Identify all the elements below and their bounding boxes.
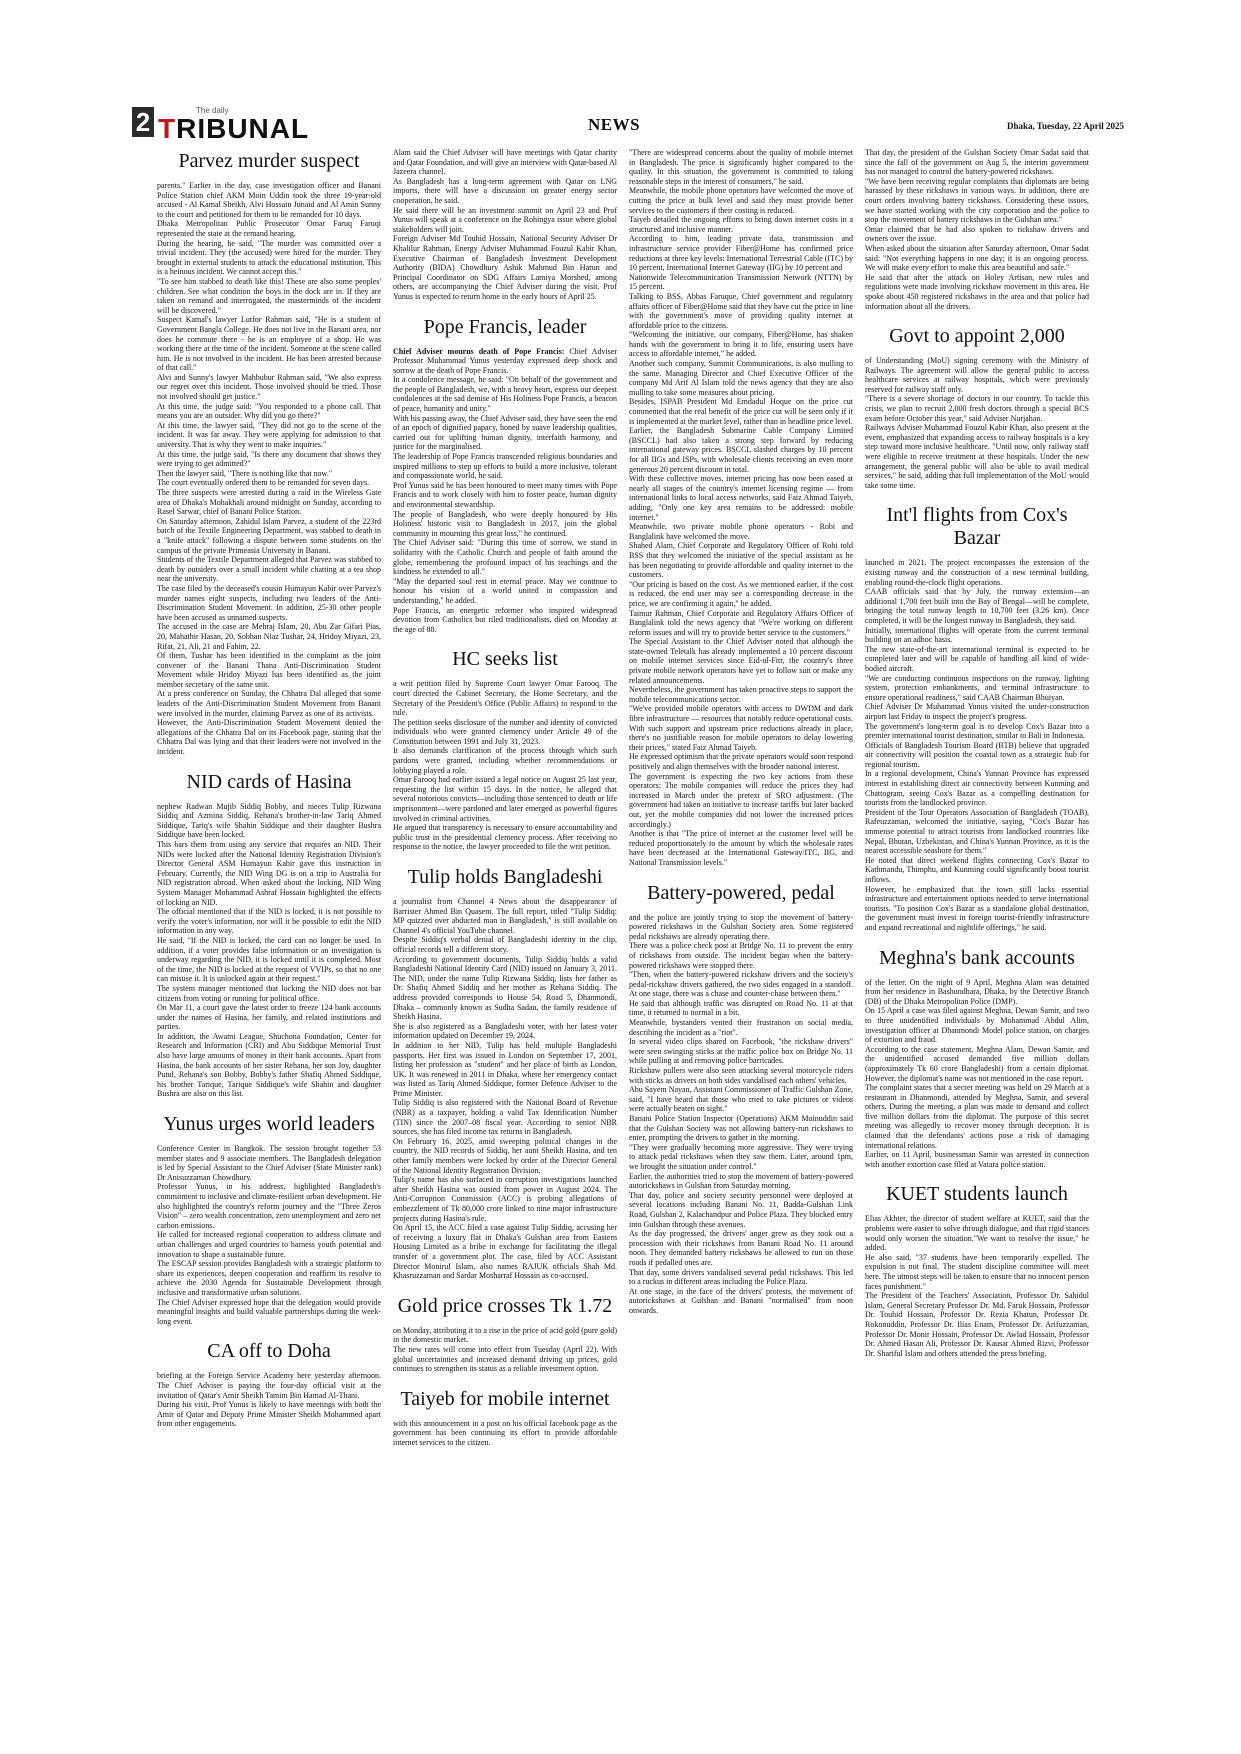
paragraph: Railways Adviser Muhammad Fouzul Kabir Khan, also present at the event, emphasized that expanding access to railway hospitals is a key step toward more inclusive healthcare. "Until now, only railway staff were eligible to receive treatment at these hospitals. Under the new arrangement, the general public will also be able to avail medical services," he said, adding that full implementation of the MoU would take some time. xyxy=(865,423,1089,490)
paragraph: Of them, Tushar has been identified in the complaint as the joint convener of the Banani Thana Anti-Discrimination Student Movement while Hridoy Miyazi has been identified as the joint member secretary of the same unit. xyxy=(157,651,381,689)
paragraph: However, he emphasized that the town still lacks essential infrastructure and entertainment options needed to serve international tourists. "To position Cox's Bazar as a standalone global destination, the government must invest in foreign tourist-friendly infrastructure and expand recreational and nightlife offerings," he said. xyxy=(865,884,1089,932)
paragraph: Elias Akhter, the director of student welfare at KUET, said that the problems were easier to solve through dialogue, and that rigid stances would only worsen the situation."We want to resolve the issue," he added. xyxy=(865,1214,1089,1253)
article-body xyxy=(157,1371,381,1429)
paragraph: As the day progressed, the drivers' anger grew as they took out a procession with their rickshaws from Banani Road No. 11 around noon. They demanded battery rickshaws be allowed to run on those roads if pedalled ones are. xyxy=(629,1229,853,1267)
paragraph: The new state-of-the-art international terminal is expected to be completed later and will be capable of handling all kind of wide-bodied aircraft. xyxy=(865,644,1089,673)
paragraph: Omar claimed that he had also spoken to rickshaw drivers and owners over the issue. xyxy=(865,224,1089,244)
article-body xyxy=(629,913,853,1316)
article-body xyxy=(393,148,617,302)
paragraph: The Chief Adviser expressed hope that the delegation would provide meaningful insights and build valuable partnerships during the week-long event. xyxy=(157,1297,381,1326)
paragraph: The Special Assistant to the Chief Adviser noted that although the state-owned Teletalk has already implemented a 10 percent discount on mobile internet services since Eid-ul-Fitr, the country's three private mobile network operators have yet to follow suit or make any related announcements. xyxy=(629,637,853,685)
paragraph: He noted that direct weekend flights connecting Cox's Bazar to Kathmandu, Thimphu, and Kunming could significantly boost tourist inflows. xyxy=(865,855,1089,884)
paragraph: The ESCAP session provides Bangladesh with a strategic platform to share its experiences, deepen cooperation and reaffirm its resolve to achieve the 2030 Agenda for Sustainable Development through inclusive and transformative urban solutions. xyxy=(157,1259,381,1297)
article-parvez xyxy=(157,150,381,757)
lead-bold: Chief Adviser mourns death of Pope Francis: xyxy=(393,346,565,356)
paragraph: "They were gradually becoming more aggressive. They were trying to attack pedal rickshaws when they saw them. Later, around 1pm, we brought the situation under control." xyxy=(629,1142,853,1171)
section-title: NEWS xyxy=(588,115,641,134)
article-body xyxy=(393,1419,617,1448)
paragraph: He expressed optimism that the private operators would soon respond positively and align themselves with the broader national interest. xyxy=(629,752,853,771)
paragraph: President of the Tour Operators Association of Bangladesh (TOAB), Rafeuzzaman, welcomed the initiative, saying, "Cox's Bazar has immense potential to attract tourists from landlocked countries like Nepal, Bhutan, Uzbekistan, and China's Yunnan Province, as it is the nearest accessible seashore for them." xyxy=(865,807,1089,856)
article-doha-continued xyxy=(393,148,617,302)
article-body xyxy=(865,148,1089,311)
paragraph: a writ petition filed by Supreme Court lawyer Omar Farooq. The court directed the Cabinet Secretary, the Home Secretary, and the Secretary of the President's Office (Public Affairs) to respond to the rule. xyxy=(393,679,617,718)
paragraph: At this time, the lawyer said, "They did not go to the scene of the incident. It was far away. They were applying for admission to that university. That is why they went to make inquiries." xyxy=(157,420,381,450)
paragraph: On Saturday afternoon, Zahidul Islam Parvez, a student of the 223rd batch of the Textile Engineering Department, was stabbed to death in a "knife attack" following a dispute between some students on the campus of the private Primeasia University in Banani. xyxy=(157,516,381,555)
paragraph: In several video clips shared on Facebook, "the rickshaw drivers" were seen swinging sticks at the traffic police box on Bridge No. 11 while pulling at and removing police barricades. xyxy=(629,1037,853,1066)
paragraph: Meanwhile, two private mobile phone operators - Robi and Banglalink have welcomed the move. xyxy=(629,522,853,541)
paragraph: The Chief Adviser said: "During this time of sorrow, we stand in solidarity with the Catholic Church and people of faith around the globe, remembering the profound impact of his teachings and the kindness he extended to all." xyxy=(393,538,617,577)
paragraph: parents." Earlier in the day, case investigation officer and Banani Police Station chief AKM Moin Uddin took the three 19-year-old accused - Al Kamal Sheikh, Alvi Hossain Junaid and Al Amin Sunny to the court and petitioned for them to be remanded for 10 days. xyxy=(157,181,381,219)
paragraph: In a regional development, China's Yunnan Province has expressed interest in establishing direct air connectivity between Kunming and Chattogram, seeing Cox's Bazar as a compelling destination for tourists from the landlocked province. xyxy=(865,769,1089,808)
paragraph: Alam said the Chief Adviser will have meetings with Qatar charity and Qatar Foundation, and will give an interview with Qatar-based Al Jazeera channel. xyxy=(393,148,617,177)
paragraph: The petition seeks disclosure of the number and identity of convicted individuals who were granted clemency under Article 49 of the Constitution between 1991 and July 31, 2023. xyxy=(393,717,617,746)
paragraph: Besides, ISPAB President Md Emdadul Hoque on the price cut commented that the real benefit of the price cut will be seen only if it is implemented at the market level, rather than in headline price level. xyxy=(629,397,853,426)
paragraph: and the police are jointly trying to stop the movement of battery-powered rickshaws in the Gulshan Society area. Some registered pedal rickshaws are already operating there. xyxy=(629,912,853,941)
article-govt xyxy=(865,325,1089,490)
paragraph: Pope Francis, an energetic reformer who inspired widespread devotion from Catholics but riled traditionalists, died on Monday at the age of 88. xyxy=(393,605,617,634)
paragraph: With these collective moves, internet pricing has now been eased at nearly all stages of the country's internet licensing regime — from international links to local access networks, said Faiz Ahmad Taiyeb, adding, "Only one key area remains to be addressed: mobile internet." xyxy=(629,474,853,522)
column-1 xyxy=(157,148,381,1748)
article-body xyxy=(157,181,381,757)
article-pope xyxy=(393,316,617,635)
paragraph: With his passing away, the Chief Adviser said, they have seen the end of an epoch of dignified papacy, honed by suave leadership qualities, carried out for uplifting human dignity, interfaith harmony, and justice for the marginalised. xyxy=(393,413,617,452)
paragraph: On April 15, the ACC filed a case against Tulip Siddiq, accusing her of receiving a luxury flat in Dhaka's Gulshan area from Eastern Housing Limited as a bribe in exchange for facilitating the illegal transfer of a government plot. The case, filed by ACC Assistant Director MoniruI Islam, also names RAJUK officials Shah Md. Khasruzzaman and Sardar Mosharraf Hossain as co-accused. xyxy=(393,1223,617,1281)
paragraph: "May the departed soul rest in eternal peace. May we continue to honour his vision of a world united in compassion and understanding," he added. xyxy=(393,576,617,605)
article-body xyxy=(393,1326,617,1374)
paragraph: Alvi and Sunny's lawyer Mahbubur Rahman said, "We also express our regret over this incident. Those involved should be tried. Those not involved should get justice." xyxy=(157,372,381,402)
article-kuet xyxy=(865,1183,1089,1358)
paragraph: Professor Yunus, in his address, highlighted Bangladesh's commitment to inclusive and climate-resilient urban development. He also highlighted the country's reform journey and the "Three Zeros Vision" – zero wealth concentration, zero unemployment and zero net carbon emissions. xyxy=(157,1182,381,1230)
lead-paragraph xyxy=(393,347,617,376)
paragraph: At this time, the judge said: "You responded to a phone call. That means you are an outsider. Why did you go there?" xyxy=(157,401,381,421)
dateline: Dhaka, Tuesday, 22 April 2025 xyxy=(1006,121,1124,131)
paragraph: There was a police check post at Bridge No. 11 to prevent the entry of rickshaws from outside. The incident began when the battery-powered rickshaws were stopped there. xyxy=(629,941,853,970)
headline: Battery-powered, pedal xyxy=(647,881,835,904)
headline: KUET students launch xyxy=(886,1183,1068,1206)
article-doha xyxy=(157,1340,381,1429)
paragraph: Taiyeb detailed the ongoing efforts to bring down internet costs in a structured and inclusive manner. xyxy=(629,215,853,234)
paragraph: Nationwide Telecommunication Transmission Network (NTTN) by 15 percent. xyxy=(629,272,853,292)
paragraph: Taimur Rahman, Chief Corporate and Regulatory Affairs Officer of Banglalink told the news agency that "We're working on different reform issues and will try to provide better service to the customers." xyxy=(629,608,853,637)
article-body xyxy=(393,375,617,634)
paragraph: The court eventually ordered them to be remanded for seven days. xyxy=(157,478,370,488)
article-body xyxy=(865,978,1089,1170)
paragraph: "There are widespread concerns about the quality of mobile internet in Bangladesh. The price is significantly higher compared to the quality. In this situation, the government is committed to taking reasonable steps in the interest of consumers," he said. xyxy=(629,148,853,186)
headline: Parvez murder suspect xyxy=(178,150,360,172)
paragraph: At a press conference on Sunday, the Chhatra Dal alleged that some leaders of the Anti-Discrimination Student Movement from Banani were involved in the murder, claiming Parvez as one of its activists. xyxy=(157,689,381,718)
paragraph: Foreign Adviser Md Touhid Hossain, National Security Adviser Dr Khalilur Rahman, Energy Adviser Muhammad Fouzul Kabir Khan, Executive Chairman of Bangladesh Investment Development Authority (BIDA) Chowdhury Ashik Mahmud Bin Harun and Principal Coordinator on SDG Affairs Lamiya Morshed, among others, are accompanying the Chief Adviser during the visit. Prof Yunus is expected to return home in the early hours of April 25. xyxy=(393,234,617,301)
brand-logo xyxy=(158,106,310,145)
paragraph: Prof Yunus said he has been honoured to meet many times with Pope Francis and to work closely with him to foster peace, human dignity and environmental stewardship. xyxy=(393,480,617,509)
paragraph: He said there will be an investment summit on April 23 and Prof Yunus will speak at a conference on the Rohingya issue where global stakeholders will join. xyxy=(393,205,617,234)
paragraph: The President of the Teachers' Association, Professor Dr. Sahidul Islam, General Secretary Professor Dr. Md. Faruk Hossain, Professor Dr. Touhid Hossain, Professor Dr. Rezia Khatun, Professor Dr. Rokonuddin, Professor Dr. Ilias Enam, Professor Dr. Arifuzzaman, Professor Dr. Monir Hossain, Professor Dr. Awlad Hossain, Professor Dr. Ahmed Hasan Ali, Professor Dr. Kausar Ahmed Rizvi, Professor Dr. Shariful Islam and others attended the press briefing. xyxy=(865,1291,1089,1358)
paragraph: Another is that "The price of internet at the customer level will be reduced proportionately to the amount by which the wholesale rates have been decreased at the International Gateway/ITC, IIG, and National Transmission levels." xyxy=(629,829,853,867)
article-body xyxy=(865,1214,1089,1358)
paragraph: At this time, the judge said, "Is there any document that shows they were trying to get admitted?" xyxy=(157,449,381,469)
paragraph: In addition to her NID, Tulip has held multiple Bangladeshi passports. Her first was issued in London on September 17, 2001, listing her profession as "student" and her place of birth as London, UK. It was renewed in 2011 in Dhaka, where her emergency contact was listed as Tariq Ahmed Siddique, former Defence Adviser to the Prime Minister. xyxy=(393,1040,617,1098)
headline: Meghna's bank accounts xyxy=(879,946,1075,969)
paragraph: The new rates will come into effect from Tuesday (April 22). With global uncertainties and increased demand driving up prices, gold continues to strengthen its status as a reliable investment option. xyxy=(393,1344,617,1374)
paragraph: He said that after the attack on Holey Artisan, new rules and regulations were made involving rickshaw movement in this area. He spoke about 450 registered rickshaws in the area and that police had information about all the drivers. xyxy=(865,272,1089,311)
headline: Gold price crosses Tk 1.72 xyxy=(397,1294,613,1317)
paragraph: On Mar 11, a court gave the latest order to freeze 124 bank accounts under the names of Hasina, her family, and related institutions and parties. xyxy=(157,1003,381,1032)
article-taiyeb xyxy=(393,1388,617,1448)
paragraph: The system manager mentioned that locking the NID does not bar citizens from voting or running for political office. xyxy=(157,983,381,1003)
page-number: 2 xyxy=(132,107,154,137)
paragraph: Abu Sayem Nayan, Assistant Commissioner of Traffic Gulshan Zone, said, "I have heard that those who tried to take pictures or videos were actually beaten on sight." xyxy=(629,1085,853,1114)
paragraph: launched in 2021. The project encompasses the extension of the existing runway and the construction of a new terminal building, enabling round-the-clock flight operations. xyxy=(865,558,1089,587)
paragraph: According to the case statement, Meghna Alam, Dewan Samir, and the unidentified accused demanded five million dollars (approximately Tk 60 crore Bangladeshi) from a certain diplomat. However, the diplomat's name was not mentioned in the case report. xyxy=(865,1044,1089,1083)
paragraph: When asked about the situation after Saturday afternoon, Omar Sadat said: "Not everything happens in one day; it is an ongoing process. We will make every effort to make this area beautiful and safe." xyxy=(865,243,1089,273)
paragraph: Talking to BSS, Abbas Faruque, Chief government and regulatory affairs officer of Fiber@Home said that they have cut the price in line with the government's move of providing quality internet at affordable price to the citizens. xyxy=(629,291,853,330)
paragraph: of Understanding (MoU) signing ceremony with the Ministry of Railways. The agreement will allow the general public to access healthcare services at railway hospitals, which were previously reserved for railway staff only. xyxy=(865,356,1089,394)
headline: Taiyeb for mobile internet xyxy=(400,1387,610,1410)
paragraph: "Our pricing is based on the cost. As we mentioned earlier, if the cost is reduced, the end user may see a corresponding decrease in the price, we are confirming it again," he added. xyxy=(629,579,853,608)
article-battery-continued xyxy=(865,148,1089,311)
article-body xyxy=(629,148,853,868)
brand-rest: RIBUNAL xyxy=(176,113,310,144)
paragraph: He argued that transparency is necessary to ensure accountability and public trust in the presidential clemency process. After receiving no response to the notice, the lawyer proceeded to file the writ petition. xyxy=(393,823,617,852)
paragraph: The case filed by the deceased's cousin Humayun Kabir over Parvez's murder names eight suspects, including two leaders of the Anti-Discrimination Student Movement. In addition, 25-30 other people have been accused as unnamed suspects. xyxy=(157,583,381,622)
paragraph: The people of Bangladesh, who were deeply honoured by His Holiness' historic visit to Bangladesh in 2017, join the global community in mourning this great loss," he continued. xyxy=(393,509,617,538)
lead-rest: Chief Adviser Professor Muhammad Yunus yesterday expressed deep shock and sorrow at the death of Pope Francis. xyxy=(393,346,617,375)
paragraph: on Monday, attributing it to a rise in the price of acid gold (pure gold) in the domestic market. xyxy=(393,1325,617,1345)
paragraph: In addition, the Awami League, Shuchona Foundation, Center for Research and Information (CRI) and Abu Siddique Memorial Trust also have large amounts of money in their bank accounts. Apart from Hasina, the bank accounts of her sister Rehana, her son Joy, daughter Putul, Rehana's son Bobby, Bobby's father Shafiq Ahmed Siddique, his brother Tarique, Tarique Siddique's wife Shahin and daughter Bushra are also on this list. xyxy=(157,1031,381,1099)
paragraph: "We have been receiving regular complaints that diplomats are being harassed by these rickshaws in various ways. In addition, there are court orders involving battery rickshaws. Considering these issues, we have started working with the city corporation and the police to stop the movement of battery rickshaws in the Gulshan area." xyxy=(865,176,1089,225)
paragraph: However, the Anti-Discrimination Student Movement denied the allegations of the Chhatra Dal on its Facebook page, stating that the Chhatra Dal was lying and that their leaders were not involved in the incident. xyxy=(157,718,381,757)
paragraph: Despite Siddiq's verbal denial of Bangladeshi identity in the clip, official records tell a different story. xyxy=(393,935,617,954)
paragraph: Shahed Alam, Chief Corporate and Regulatory Officer of Robi told BSS that they welcomed the initiative of the special assistant as he has been negotiating to provide affordable and quality internet to the customers. xyxy=(629,541,853,580)
paragraph: At one stage, in the face of the drivers' protests, the movement of autorickshaws at Gulshan and Banani "normalised" from noon onwards. xyxy=(629,1286,853,1315)
paragraph: The three suspects were arrested during a raid in the Wireless Gate area of Dhaka's Mohakhali around midnight on Sunday, according to Rasel Sarwar, chief of Banani Police Station. xyxy=(157,488,381,517)
paragraph: Rickshaw pullers were also seen attacking several motorcycle riders with sticks as drivers on both sides vandalised each others' vehicles. xyxy=(629,1066,853,1085)
paragraph: During the hearing, he said, "The murder was committed over a trivial incident. They (the accused) were hired for the murder. They brought in external students to attack the educational institution. This is a heinous incident. We cannot accept this." xyxy=(157,238,381,277)
article-body xyxy=(157,802,381,1099)
paragraph: nephew Radwan Mujib Siddiq Bobby, and nieces Tulip Rizwana Siddiq and Azmina Siddiq, Rehana's brother-in-law Tariq Ahmed Siddique, Tariq's wife Shahin Siddique and their daughter Bushra Siddique have been locked. xyxy=(157,801,381,840)
paragraph: During his visit, Prof Yunus is likely to have meetings with both the Amir of Qatar and Deputy Prime Minister Sheikh Mohammed apart from other engagements. xyxy=(157,1400,381,1429)
paragraph: The government is expecting the two key actions from these operators: The mobile companies will reduce the prices they had increased in March under the pretext of SRO adjustment. (The government had taken an initiative to increase tariffs but later backed out, yet the mobile companies did not lower the increased prices accordingly.) xyxy=(629,771,853,829)
column-4 xyxy=(865,148,1089,1748)
paragraph: briefing at the Foreign Service Academy here yesterday afternoon. The Chief Adviser is paying the four-day official visit at the invitation of Qatar's Amir Sheikh Tamim Bin Hamad Al-Thani. xyxy=(157,1371,381,1400)
paragraph: Banani Police Station Inspector (Operations) AKM Moinuddin said that the Gulshan Society was not allowing battery-run rickshaws to enter, prompting the drivers to gather in the morning. xyxy=(629,1114,853,1143)
paragraph: a journalist from Channel 4 News about the disappearance of Barrister Ahmed Bin Quasem. The full report, titled "Tulip Siddiq: MP quizzed over abducted man in Bangladesh," is still available on Channel 4's official YouTube channel. xyxy=(393,897,617,935)
paragraph: He said, "If the NID is locked, the card can no longer be used. In addition, if a voter provides false information or an investigation is underway regarding the NID, it is locked until it is completed. Most of the time, the NID is locked at the request of VVIPs, so that no one can misuse it. It is unlocked again at their request." xyxy=(157,935,381,984)
masthead xyxy=(132,107,1124,143)
paragraph: On February 16, 2025, amid sweeping political changes in the country, the NID records of Siddiq, her aunt Sheikh Hasina, and ten other family members were locked by order of the Director General of the National Identity Registration Division. xyxy=(393,1136,617,1175)
paragraph: Earlier, the Bangladesh Submarine Cable Company Limited (BSCCL) had also taken a strong step forward by reducing international gateway prices. BSCCL slashed charges by 10 percent for all IIGs and ISPs, with wholesale clients receiving an even more generous 20 percent discount in total. xyxy=(629,426,853,474)
paragraph: Earlier, the authorities tried to stop the movement of battery-powered autorickshaws in Gulshan from Saturday morning. xyxy=(629,1171,853,1191)
paragraph: The official mentioned that if the NID is locked, it is not possible to verify the voter's information, nor will it be possible to edit the NID information in any way. xyxy=(157,907,381,936)
paragraph: In a condolence message, he said: "On behalf of the government and the people of Bangladesh, we, with a heavy heart, express our deepest condolences at the sad demise of His Holiness Pope Francis, a beacon of peace, humanity and unity." xyxy=(393,375,617,414)
headline: Tulip holds Bangladeshi xyxy=(407,866,603,888)
paragraph: According to him, leading private data, transmission and infrastructure service provider Fiber@Home has confirmed price reductions at three key levels: International Terrestrial Cable (ITC) by 10 percent, International Internet Gateway (IIG) by 10 percent and xyxy=(629,234,853,273)
paragraph: Conference Center in Bangkok. The session brought together 53 member states and 9 associate members. The Bangladesh delegation is led by Special Assistant to the Chief Adviser (State Minister rank) Dr Anisuzzaman Chowdhury. xyxy=(157,1144,381,1182)
column-3 xyxy=(629,148,853,1748)
paragraph: Meanwhile, the mobile phone operators have welcomed the move of cutting the price at bulk level and said they must provide better services to the customers if their costing is reduced. xyxy=(629,186,853,215)
article-nid xyxy=(157,771,381,1099)
article-yunus xyxy=(157,1113,381,1326)
headline: Govt to appoint 2,000 xyxy=(889,325,1065,348)
paragraph: Students of the Textile Department alleged that Parvez was stabbed to death by outsiders over a small incident while chatting at a tea shop near the university. xyxy=(157,555,381,584)
headline: Int'l flights from Cox's Bazar xyxy=(886,504,1068,550)
paragraph: The complaint states that a secret meeting was held on 29 March at a restaurant in Dhanmondi, attended by Meghna, Samir, and several others. During the meeting, a plan was made to demand and collect five million dollars from the diplomat. The purpose of this secret meeting was allegedly to recover money through deception. It is claimed that the defendants' actions pose a risk of damaging international relations. xyxy=(865,1083,1089,1150)
column-2 xyxy=(393,148,617,1748)
paragraph: Officials of Bangladesh Tourism Board (BTB) believe that upgraded air connectivity will position the coastal town as a strategic hub for regional tourism. xyxy=(865,740,1089,769)
paragraph: CAAB officials said that by July, the runway extension—an additional 1,700 feet built into the Bay of Bengal—will be complete, bringing the total runway length to 10,700 feet (3.26 km). Once completed, it will be the longest runway in Bangladesh, they said. xyxy=(865,587,1089,625)
paragraph: Meanwhile, bystanders vented their frustration on social media, describing the incident as a "riot". xyxy=(629,1018,853,1037)
paragraph: Chief Adviser Dr Muhammad Yunus visited the under-construction airport last Friday to inspect the project's progress. xyxy=(865,702,1089,721)
paragraph: That day, the president of the Gulshan Society Omar Sadat said that since the fall of the government on Aug 5, the interim government has not managed to control the battery-powered rickshaws. xyxy=(865,148,1089,177)
article-body xyxy=(865,356,1089,490)
paragraph: of the letter. On the night of 9 April, Meghna Alam was detained from her residence in Bashundhara, Dhaka, by the Detective Branch (DB) of the Dhaka Metropolitan Police (DMP). xyxy=(865,977,1089,1006)
paragraph: Initially, international flights will operate from the current terminal building on an adhoc basis. xyxy=(865,625,1089,645)
article-gold xyxy=(393,1295,617,1374)
paragraph: "Then, when the battery-powered rickshaw drivers and the society's pedal-rickshaw drivers gathered, the two sides engaged in a standoff. At one stage, there was a chase and counter-chase between them." xyxy=(629,970,853,999)
paragraph: He said that although traffic was disrupted on Road No. 11 at that time, it returned to normal in a bit. xyxy=(629,998,853,1018)
article-coxs-bazar xyxy=(865,504,1089,932)
paragraph: "We are conducting continuous inspections on the runway, lighting system, protection embankments, and terminal infrastructure to ensure operational readiness," said CAAB Chairman Bhuiyan. xyxy=(865,673,1089,702)
paragraph: That day, some drivers vandalised several pedal rickshaws. This led to a ruckus in different areas including the Police Plaza. xyxy=(629,1267,853,1287)
paragraph: Another such company, Summit Communications, is also mulling to the same. Managing Director and Chief Executive Officer of the company Md Arif Al Islam told the news agency that they are also mulling to take some measures about pricing. xyxy=(629,359,853,397)
paragraph: Dhaka Metropolitan Public Prosecutor Omar Faruq Faruqi represented the state at the remand hearing. xyxy=(157,219,381,238)
paragraph: According to government documents, Tulip Siddiq holds a valid Bangladeshi National Identity Card (NID) issued on January 3, 2011. The NID, under the name Tulip Rizwana Siddiq, lists her father as Dr. Shafiq Ahmed Siddiq and her mother as Rehana Siddiq. The address provided corresponds to House 54, Road 5, Dhanmondi, Dhaka – commonly known as Sudha Sadan, the family residence of Sheikh Hasina. xyxy=(393,954,617,1022)
headline: NID cards of Hasina xyxy=(186,770,352,793)
paragraph: Tulip Siddiq is also registered with the National Board of Revenue (NBR) as a taxpayer, holding a valid Tax Identification Number (TIN) since the 2007–08 fiscal year. According to senior NBR sources, she has filed income tax returns in Bangladesh. xyxy=(393,1098,617,1137)
paragraph: The leadership of Pope Francis transcended religious boundaries and inspired millions to step up efforts to build a more inclusive, tolerant and compassionate world, he said. xyxy=(393,452,617,481)
article-hc xyxy=(393,648,617,852)
paragraph: with this announcement in a post on his official facebook page as the government has been continuing its effort to provide affordable internet services to the citizen. xyxy=(393,1418,617,1447)
article-body xyxy=(157,1144,381,1326)
paragraph: As Bangladesh has a long-term agreement with Qatar on LNG imports, there will have a discussion on greater energy sector cooperation, he said. xyxy=(393,176,617,205)
headline: HC seeks list xyxy=(452,648,558,671)
paragraph: Earlier, on 11 April, businessman Samir was arrested in connection with another extortion case filed at Vatara police station. xyxy=(865,1150,1089,1169)
paragraph: It also demands clarification of the process through which such pardons were granted, including whether recommendations or lobbying played a role. xyxy=(393,746,617,775)
brand-the-daily: The daily xyxy=(196,106,229,115)
paragraph: "There is a severe shortage of doctors in our country. To tackle this crisis, we plan to recruit 2,000 fresh doctors through a special BCS exam before October this year," said Adviser Nurjahan. xyxy=(865,394,1089,423)
paragraph: She is also registered as a Bangladeshi voter, with her latest voter information updated on December 19, 2024. xyxy=(393,1021,617,1041)
paragraph: He also said, "37 students have been temporarily expelled. The expulsion is not final. The student discipline committee will meet here. The utmost steps will be taken to ensure that no innocent person faces punishment." xyxy=(865,1252,1089,1291)
article-battery xyxy=(629,882,853,1316)
headline: Yunus urges world leaders xyxy=(163,1113,375,1136)
paragraph: Suspect Kamal's lawyer Lutfor Rahman said, "He is a student of Government Bangla College. He does not live in the Banani area, nor does he commute there - he is an employee of a shop. He was working there at the time of the incident. Someone at the scene called him. He is not involved in the incident. He has been arrested because of that call." xyxy=(157,315,381,373)
paragraph: "We've provided mobile operators with access to DWDM and dark fibre infrastructure — resources that notably reduce operational costs. With such support and upstream price reductions already in place, there's no justifiable reason for mobile operators to delay lowering their prices," stated Faiz Ahmad Taiyeb. xyxy=(629,704,853,752)
article-body xyxy=(865,558,1089,932)
paragraph: Tulip's name has also surfaced in corruption investigations launched after Sheikh Hasina was ousted from power in August 2024. The Anti-Corruption Commission (ACC) is probing allegations of embezzlement of Tk 80,000 crore linked to nine major infrastructure projects during Hasina's rule. xyxy=(393,1175,617,1223)
article-body xyxy=(393,897,617,1281)
paragraph: The government's long-term goal is to develop Cox's Bazar into a premier international tourist destination, similar to Bali in Indonesia. xyxy=(865,721,1089,741)
paragraph: Nevertheless, the government has taken proactive steps to support the mobile telecommunications sector. xyxy=(629,685,853,704)
paragraph: This bars them from using any service that requires an NID. Their NIDs were locked after the National Identity Registration Division's Director General ASM Humayun Kabir gave this instruction in February. Currently, the NID Wing DG is on a trip to Australia for NID registration abroad. When asked about the locking, NID Wing System Manager Mohammad Ashraf Hossain highlighted the effects of locking an NID. xyxy=(157,840,381,907)
paragraph: On 15 April a case was filed against Meghna, Dewan Samir, and two to three unidentified individuals by Mohammad Abdul Alim, investigation officer at Dhanmondi Model police station, on charges of extortion and fraud. xyxy=(865,1006,1089,1045)
article-tulip xyxy=(393,866,617,1281)
headline: CA off to Doha xyxy=(207,1340,331,1363)
headline: Pope Francis, leader xyxy=(423,315,587,338)
paragraph: Then the lawyer said, "There is nothing like that now." xyxy=(157,468,333,478)
paragraph: He called for increased regional cooperation to address climate and urban challenges and urged countries to harness youth potential and innovation to shape a sustainable future. xyxy=(157,1230,381,1259)
article-meghna xyxy=(865,947,1089,1170)
brand-name xyxy=(158,113,309,145)
paragraph: "To see him stabbed to death like this! These are also some peoples' children. See what condition the boys in the dock are in. If they are taken on remand and interrogated, the masterminds of the incident will be discovered." xyxy=(157,276,381,315)
paragraph: That day, police and society security personnel were deployed at several locations including Banani No. 11, Badda-Gulshan Link Road, Gulshan 2, Kalachandpur and Police Plaza. They blocked entry into Gulshan through these avenues. xyxy=(629,1190,853,1229)
paragraph: The accused in the case are Mehraj Islam, 20, Abu Zar Gifari Pias, 20, Mahathir Hasan, 20, Sobhan Niaz Tushar, 24, Hridoy Miyazi, 23, Rifat, 21, Ali, 21 and Fahim, 22. xyxy=(157,622,381,651)
article-body xyxy=(393,679,617,852)
paragraph: Omar Farooq had earlier issued a legal notice on August 25 last year, requesting the list within 15 days. In the notice, he alleged that several notorious convicts—including those sentenced to death or life imprisonment—were pardoned and later emerged as powerful figures involved in criminal activities. xyxy=(393,775,617,823)
paragraph: "Welcoming the initiative, our company, Fiber@Home, has shaken hands with the government to bring it to life, ensuring users have access to affordable internet," he added. xyxy=(629,330,853,359)
brand-first-letter: T xyxy=(158,113,177,144)
article-taiyeb-continued xyxy=(629,148,853,868)
